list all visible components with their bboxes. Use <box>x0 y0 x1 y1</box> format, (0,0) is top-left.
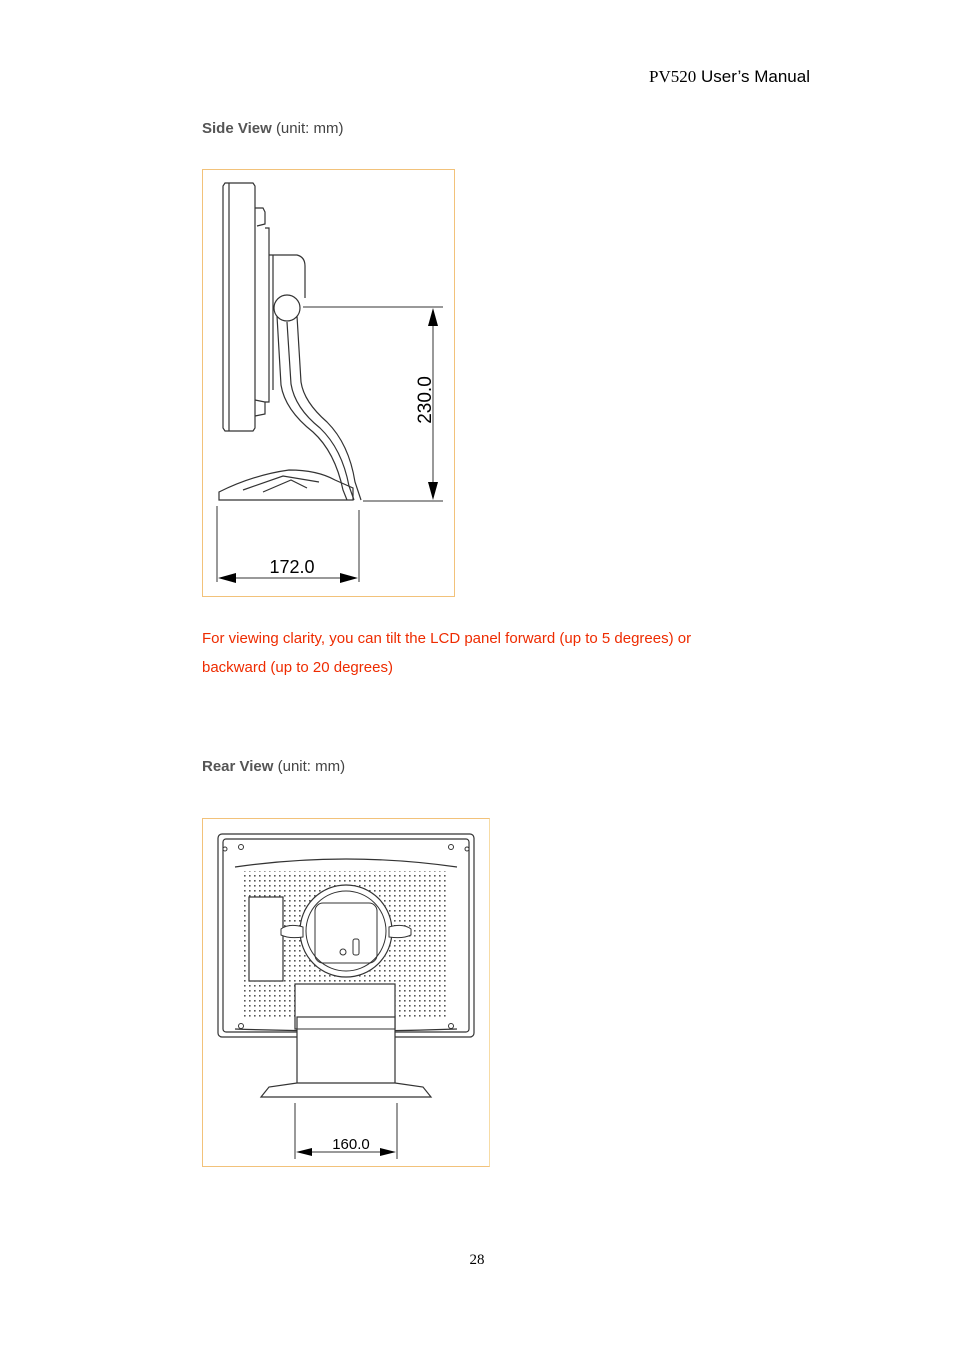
side-view-figure <box>202 169 455 597</box>
side-view-drawing <box>203 170 454 596</box>
side-view-unit: (unit: mm) <box>275 120 344 137</box>
page-header <box>649 67 810 87</box>
tilt-note <box>202 624 762 682</box>
rear-view-title: Rear View <box>202 758 274 775</box>
tilt-note-line2: backward (up to 20 degrees) <box>202 659 393 676</box>
rear-view-heading <box>202 758 345 775</box>
manual-title: User’s Manual <box>701 67 810 86</box>
rear-width-dimension: 160.0 <box>332 1136 370 1153</box>
side-view-heading <box>202 120 343 137</box>
model-name: PV520 <box>649 67 697 86</box>
rear-view-unit: (unit: mm) <box>277 758 346 775</box>
side-height-dimension: 230.0 <box>415 376 436 424</box>
side-view-title: Side View <box>202 120 272 137</box>
tilt-note-line1: For viewing clarity, you can tilt the LCD panel forward (up to 5 degrees) or <box>202 630 692 647</box>
side-width-dimension: 172.0 <box>269 557 315 577</box>
page-number: 28 <box>469 1252 485 1268</box>
rear-view-drawing <box>203 819 489 1166</box>
rear-view-figure <box>202 818 490 1167</box>
